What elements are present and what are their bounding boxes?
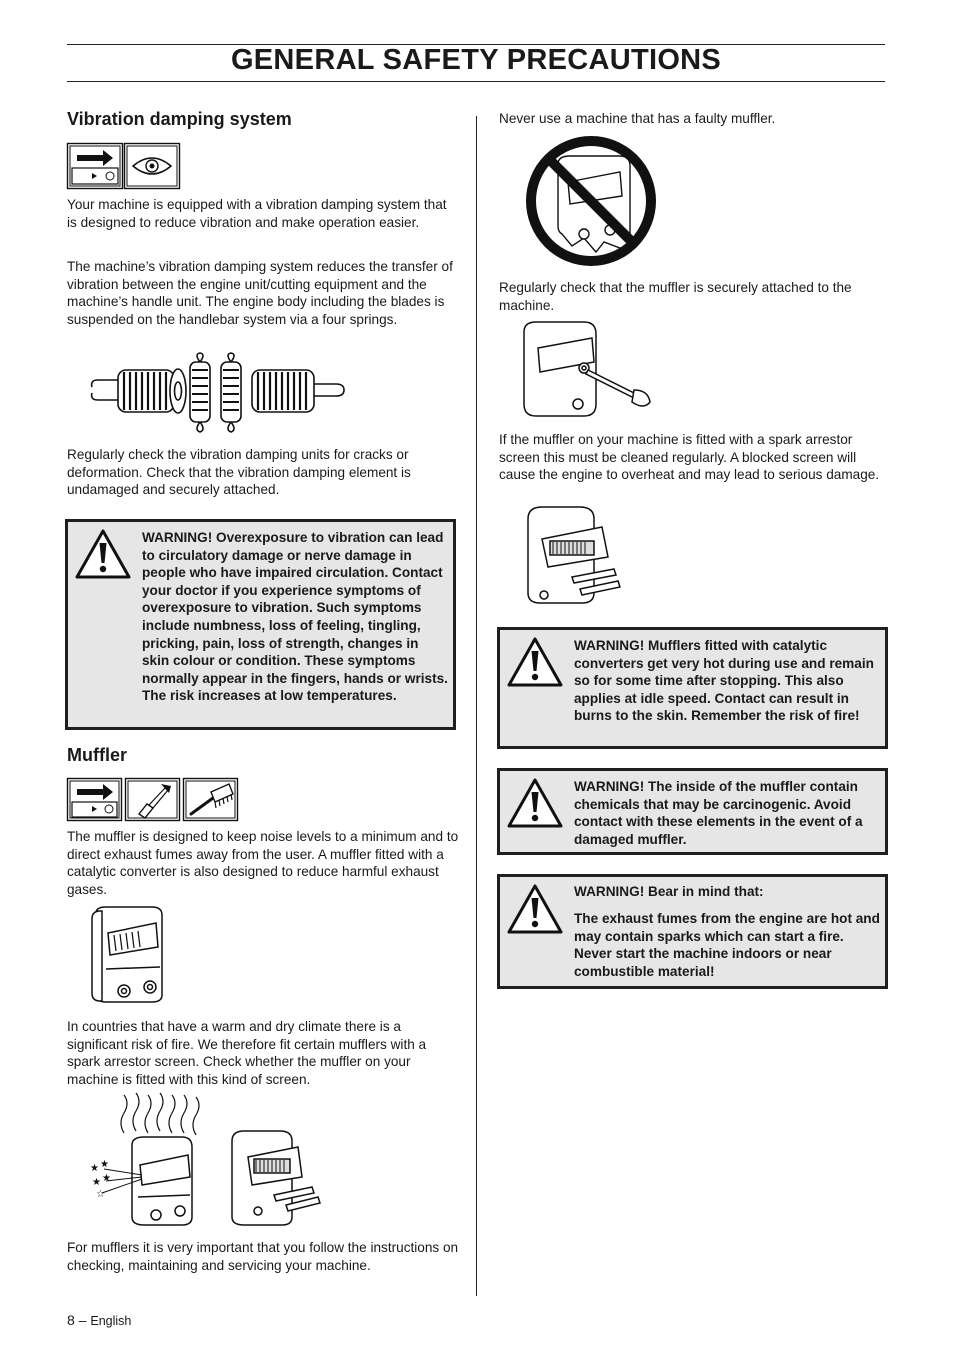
vibration-paragraph-2: The machine’s vibration damping system reduces the transfer of vibration between the engine unit/cutting equipment and the machine’s handle unit. The engine body including the blades is suspended on the handlebar system via a four springs.	[67, 259, 453, 327]
exhaust-warning-box	[497, 874, 888, 989]
vibration-warning-box	[65, 519, 456, 730]
muffler-paragraph-3: For mufflers it is very important that you follow the instructions on checking, maintaining and servicing your machine.	[67, 1240, 459, 1273]
catalytic-warning-text: WARNING! Mufflers fitted with catalytic converters get very hot during use and remain so for some time after stopping. This also applies at idle speed. Contact can result in burns to the skin. Remember the risk of fire!	[574, 638, 874, 724]
muffler-illustration	[90, 905, 166, 1005]
spark-arrestor-illustration	[522, 505, 626, 607]
muffler-paragraph-2: In countries that have a warm and dry climate there is a significant risk of fire. We therefore fit certain mufflers with a spark arrestor screen. Check whether the muffler on your machine is fitted with this kind of screen.	[67, 1019, 427, 1087]
right-paragraph-1: Never use a machine that has a faulty muffler.	[499, 111, 776, 126]
footer-language: English	[90, 1314, 132, 1328]
warning-triangle-icon	[506, 883, 564, 935]
vibration-paragraph-1: Your machine is equipped with a vibration damping system that is designed to reduce vibration and make operation easier.	[67, 197, 447, 230]
faulty-muffler-prohibited-icon	[524, 134, 658, 268]
vibration-springs-illustration	[90, 352, 346, 434]
footer-dash: –	[78, 1312, 87, 1328]
right-paragraph-2: Regularly check that the muffler is securely attached to the machine.	[499, 280, 852, 313]
wire-brush-icon	[183, 778, 239, 822]
eye-inspection-icon	[124, 143, 182, 189]
muffler-paragraph-1: The muffler is designed to keep noise levels to a minimum and to direct exhaust fumes away from the user. A muffler fitted with a catalytic converter is also designed to reduce harmful exhaust gases.	[67, 829, 459, 897]
page-number: 8	[67, 1312, 75, 1328]
muffler-heading: Muffler	[67, 745, 127, 765]
svg-text:★: ★	[92, 1177, 101, 1188]
carcinogenic-warning-text: WARNING! The inside of the muffler contain chemicals that may be carcinogenic. Avoid contact with these elements in the event of a damaged muffler.	[574, 779, 863, 847]
maintenance-arrow-icon	[67, 778, 123, 822]
exhaust-warning-title: WARNING! Bear in mind that:	[574, 884, 764, 899]
right-paragraph-3: If the muffler on your machine is fitted with a spark arrestor screen this must be cleaned regularly. A blocked screen will cause the engine to overheat and may lead to serious damage.	[499, 432, 880, 482]
svg-text:☆: ☆	[96, 1189, 105, 1200]
vibration-paragraph-3: Regularly check the vibration damping units for cracks or deformation. Check that the vibration damping element is undamaged and securely attached.	[67, 447, 411, 497]
vibration-warning-text: WARNING! Overexposure to vibration can lead to circulatory damage or nerve damage in people who have impaired circulation. Contact your doctor if you experience symptoms of overexposure to vibration. Such symptoms include numbness, loss of feeling, tingling, pricking, pain, loss of strength, changes in skin colour or condition. These symptoms normally appear in the fingers, hands or wrists. The risk increases at low temperatures.	[142, 530, 448, 704]
catalytic-warning-box	[497, 627, 888, 749]
page-footer	[67, 1312, 131, 1328]
carcinogenic-warning-box	[497, 768, 888, 855]
muffler-symbol-row	[67, 778, 239, 822]
warning-triangle-icon	[74, 528, 132, 580]
page-title: GENERAL SAFETY PRECAUTIONS	[230, 44, 722, 76]
muffler-sparks-illustration	[90, 1093, 330, 1233]
muffler-check-screwdriver-illustration	[518, 320, 658, 420]
vibration-symbol-row	[67, 143, 181, 189]
column-divider	[476, 116, 477, 1296]
warning-triangle-icon	[506, 777, 564, 829]
header-rule-bottom	[67, 81, 885, 82]
vibration-heading: Vibration damping system	[67, 109, 292, 129]
svg-text:★: ★	[90, 1163, 99, 1174]
svg-text:★: ★	[100, 1159, 109, 1170]
warning-triangle-icon	[506, 636, 564, 688]
svg-text:★: ★	[102, 1173, 111, 1184]
screwdriver-icon	[125, 778, 181, 822]
exhaust-warning-text: The exhaust fumes from the engine are hot and may contain sparks which can start a fire. Never start the machine indoors or near combustible material!	[574, 911, 880, 979]
